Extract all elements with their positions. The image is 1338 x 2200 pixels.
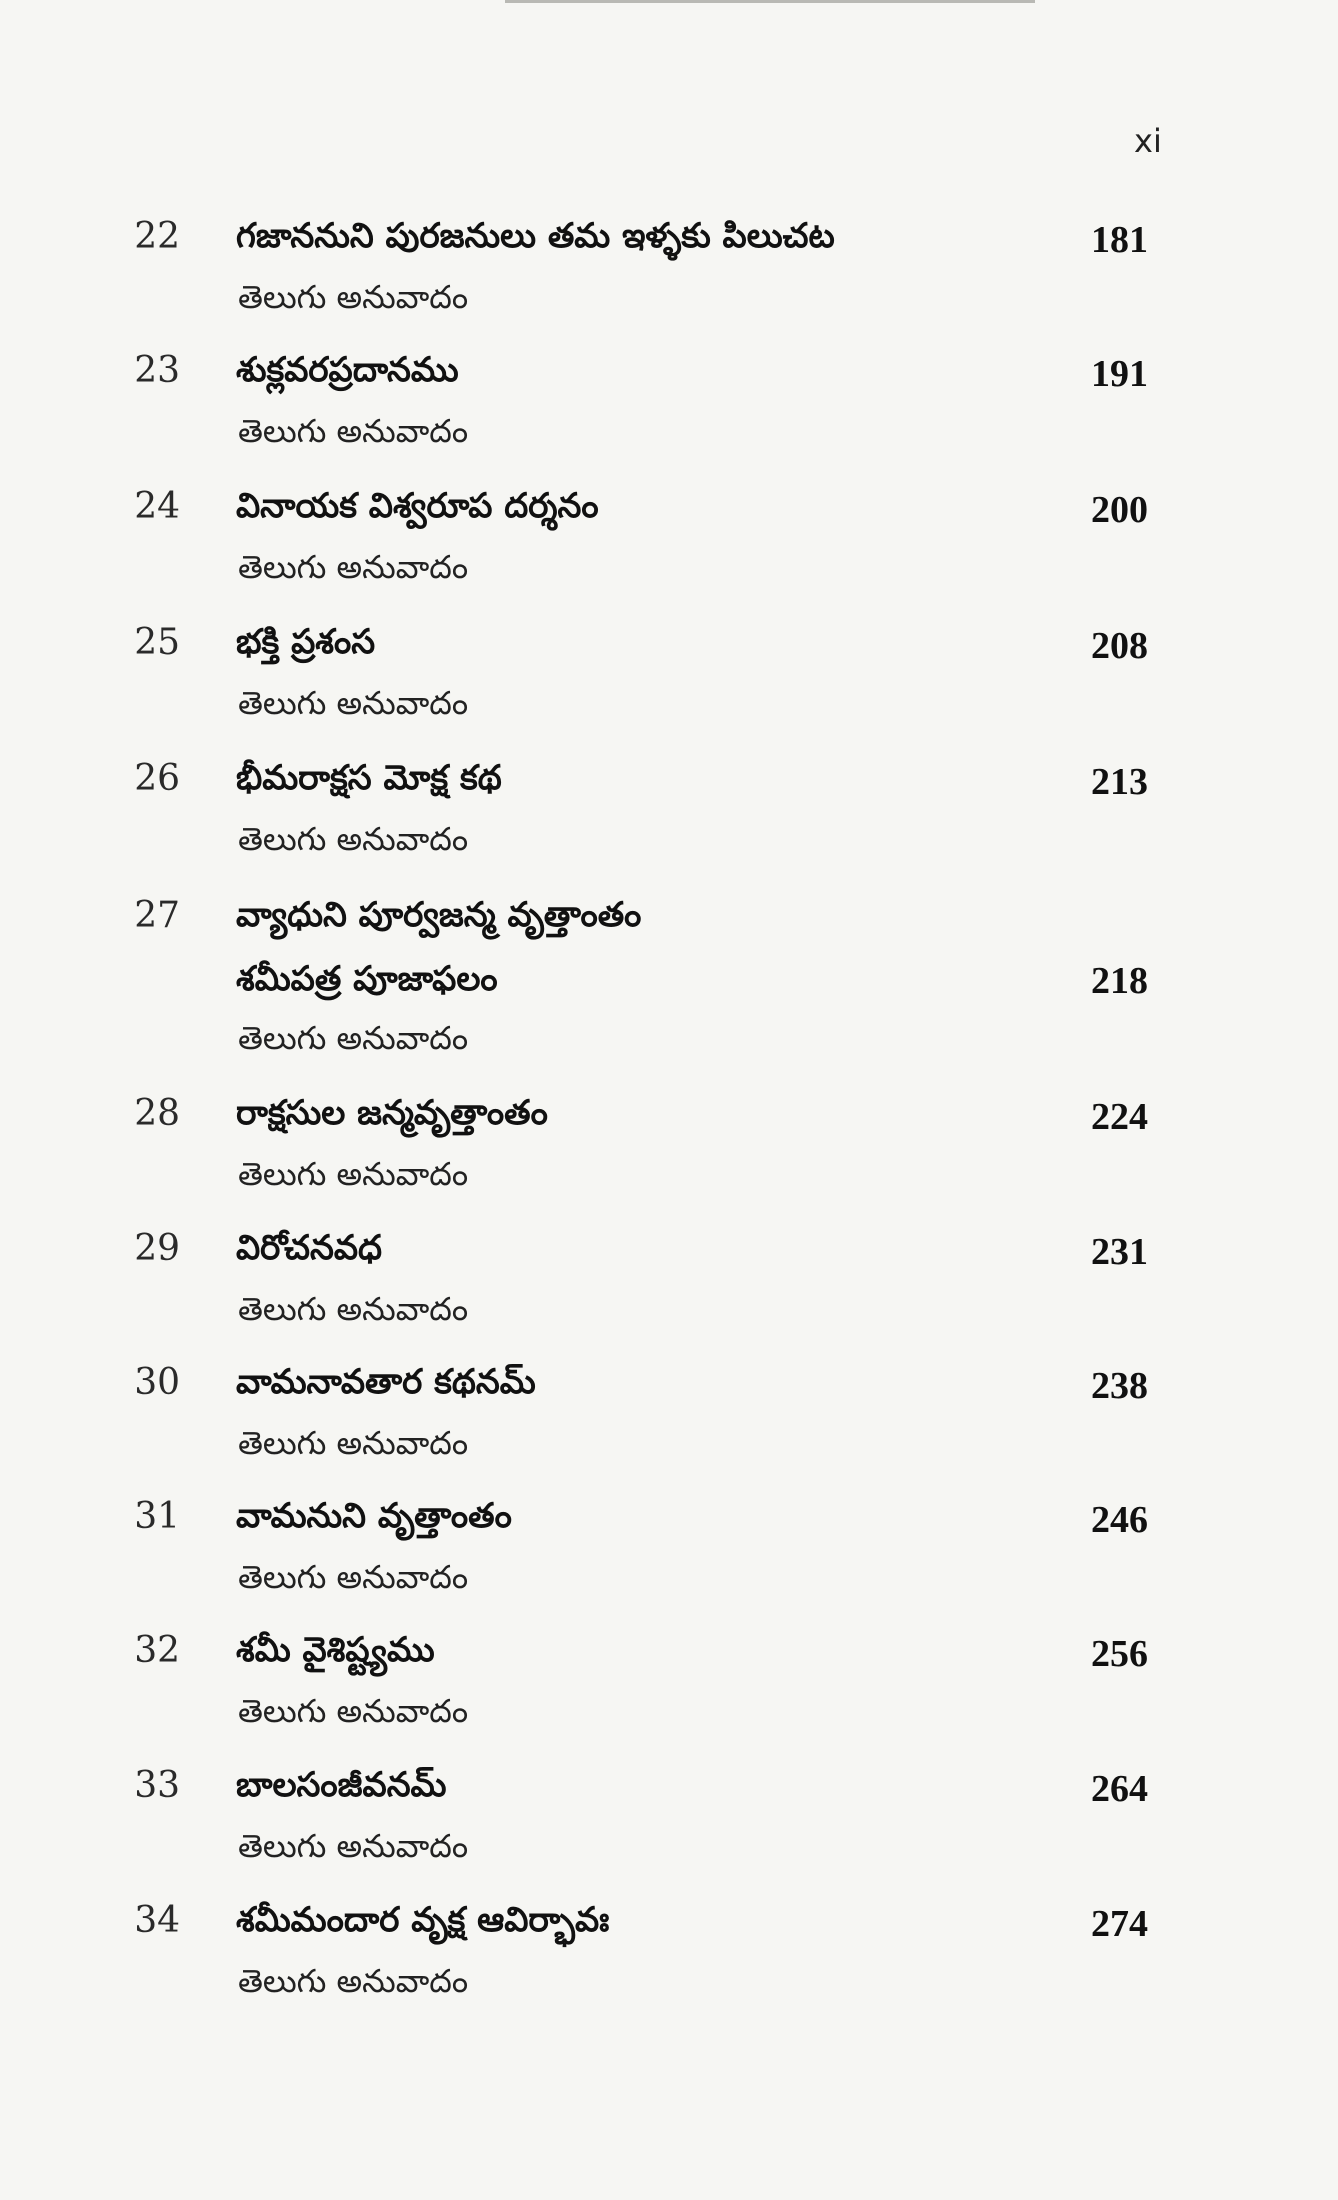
chapter-title — [236, 1484, 512, 1548]
chapter-subtitle: తెలుగు అనువాదం — [238, 820, 469, 858]
page-folio: xi — [1134, 122, 1162, 160]
chapter-subtitle: తెలుగు అనువాదం — [238, 1692, 469, 1730]
chapter-number: 22 — [134, 216, 180, 257]
chapter-title-line: శమీపత్ర పూజాఫలం — [236, 959, 498, 999]
chapter-title-line: శుక్లవరప్రదానము — [236, 350, 459, 390]
page-reference: 218 — [1091, 960, 1148, 1002]
chapter-subtitle: తెలుగు అనువాదం — [238, 1827, 469, 1865]
page-reference: 181 — [1091, 219, 1148, 261]
chapter-title-line: విరోచనవధ — [236, 1228, 383, 1268]
chapter-title — [236, 1350, 536, 1414]
chapter-number: 23 — [134, 350, 180, 391]
chapter-subtitle: తెలుగు అనువాదం — [238, 1962, 469, 2000]
chapter-title — [236, 338, 459, 402]
chapter-subtitle: తెలుగు అనువాదం — [238, 1558, 469, 1596]
chapter-subtitle: తెలుగు అనువాదం — [238, 684, 469, 722]
chapter-number: 26 — [134, 758, 180, 799]
page-reference: 238 — [1091, 1365, 1148, 1407]
chapter-title — [236, 1216, 382, 1280]
chapter-title-line: వ్యాధుని పూర్వజన్మ వృత్తాంతం — [236, 895, 642, 935]
page-reference: 224 — [1091, 1096, 1148, 1138]
chapter-number: 34 — [134, 1900, 180, 1941]
chapter-title — [236, 204, 835, 268]
chapter-subtitle: తెలుగు అనువాదం — [238, 1424, 469, 1462]
chapter-title-line: శమీమందార వృక్ష ఆవిర్భావః — [236, 1900, 610, 1940]
chapter-title — [236, 1753, 447, 1817]
chapter-number: 30 — [134, 1362, 180, 1403]
page-reference: 256 — [1091, 1633, 1148, 1675]
chapter-title-line: రాక్షసుల జన్మవృత్తాంతం — [236, 1093, 548, 1133]
chapter-title — [236, 610, 375, 674]
chapter-subtitle: తెలుగు అనువాదం — [238, 412, 469, 450]
chapter-title-line: భీమరాక్షస మోక్ష కథ — [236, 758, 502, 798]
chapter-title-line: వామనుని వృత్తాంతం — [236, 1496, 512, 1536]
chapter-title-line: బాలసంజీవనమ్ — [236, 1765, 447, 1805]
chapter-title — [236, 1888, 609, 1952]
chapter-title — [236, 474, 599, 538]
page-reference: 213 — [1091, 761, 1148, 803]
chapter-title-line: భక్తి ప్రశంస — [236, 622, 376, 662]
page-reference: 274 — [1091, 1903, 1148, 1945]
chapter-subtitle: తెలుగు అనువాదం — [238, 1155, 469, 1193]
chapter-title — [236, 1081, 548, 1145]
chapter-title — [236, 1618, 435, 1682]
chapter-number: 31 — [134, 1496, 180, 1537]
chapter-number: 32 — [134, 1630, 180, 1671]
page-reference: 264 — [1091, 1768, 1148, 1810]
chapter-number: 33 — [134, 1765, 180, 1806]
chapter-number: 28 — [134, 1093, 180, 1134]
chapter-number: 24 — [134, 486, 180, 527]
page-reference: 246 — [1091, 1499, 1148, 1541]
chapter-subtitle: తెలుగు అనువాదం — [238, 1019, 469, 1057]
page-reference: 208 — [1091, 625, 1148, 667]
chapter-subtitle: తెలుగు అనువాదం — [238, 1290, 469, 1328]
page-reference: 191 — [1091, 353, 1148, 395]
chapter-title-line: వినాయక విశ్వరూప దర్శనం — [236, 486, 599, 526]
chapter-title — [236, 883, 641, 1011]
chapter-number: 25 — [134, 622, 180, 663]
chapter-subtitle: తెలుగు అనువాదం — [238, 548, 469, 586]
chapter-title-line: శమీ వైశిష్ట్యము — [236, 1630, 435, 1670]
page-reference: 200 — [1091, 489, 1148, 531]
chapter-title-line: గజాననుని పురజనులు తమ ఇళ్ళకు పిలుచట — [236, 216, 835, 256]
chapter-subtitle: తెలుగు అనువాదం — [238, 278, 469, 316]
chapter-title-line: వామనావతార కథనమ్ — [236, 1362, 536, 1402]
page-reference: 231 — [1091, 1231, 1148, 1273]
chapter-title — [236, 746, 502, 810]
chapter-number: 29 — [134, 1228, 180, 1269]
chapter-number: 27 — [134, 895, 180, 936]
